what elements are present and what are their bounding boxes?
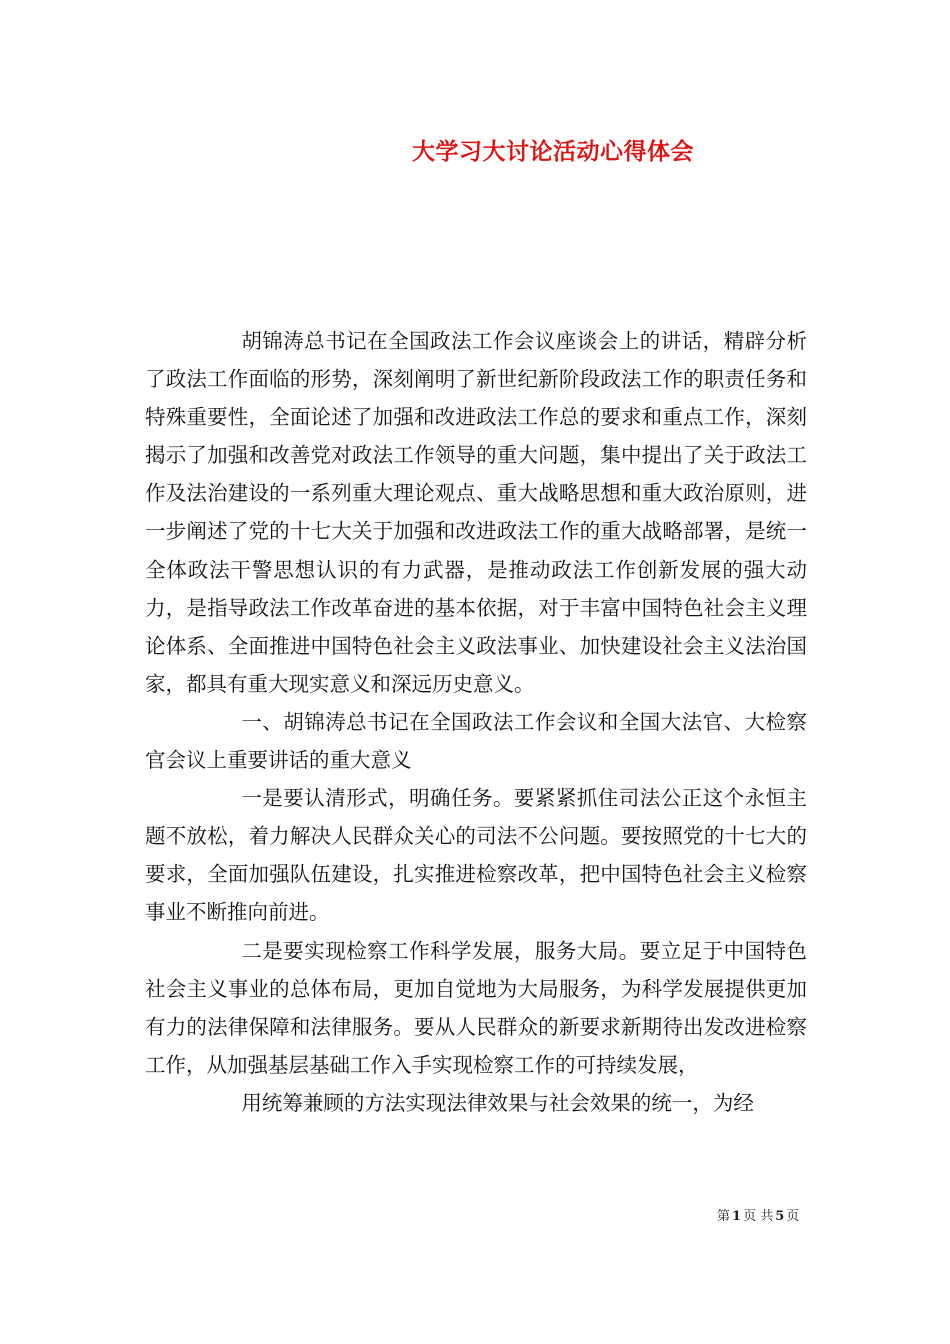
document-title: 大学习大讨论活动心得体会: [412, 138, 694, 165]
body-paragraph: 胡锦涛总书记在全国政法工作会议座谈会上的讲话，精辟分析了政法工作面临的形势，深刻阐明了新世纪新阶段政法工作的职责任务和特殊重要性，全面论述了加强和改进政法工作总的要求和重点工作，深刻揭示了加强和改善党对政法工作领导的重大问题，集中提出了关于政法工作及法治建设的一系列重大理论观点、重大战略思想和重大政治原则，进一步阐述了党的十七大关于加强和改进政法工作的重大战略部署，是统一全体政法干警思想认识的有力武器，是推动政法工作创新发展的强大动力，是指导政法工作改革奋进的基本依据，对于丰富中国特色社会主义理论体系、全面推进中国特色社会主义政法事业、加快建设社会主义法治国家，都具有重大现实意义和深远历史意义。: [145, 329, 807, 696]
section-heading: 一、胡锦涛总书记在全国政法工作会议和全国大法官、大检察官会议上重要讲话的重大意义: [145, 709, 807, 773]
footer-prefix: 第: [717, 1209, 731, 1224]
page-number-footer: [717, 1205, 799, 1224]
body-paragraph: 用统筹兼顾的方法实现法律效果与社会效果的统一，为经: [241, 1090, 754, 1115]
body-paragraph: 二是要实现检察工作科学发展，服务大局。要立足于中国特色社会主义事业的总体布局，更加自觉地为大局服务，为科学发展提供更加有力的法律保障和法律服务。要从人民群众的新要求新期待出发改进检察工作，从加强基层基础工作入手实现检察工作的可持续发展，: [145, 938, 807, 1077]
body-paragraph: 一是要认清形式，明确任务。要紧紧抓住司法公正这个永恒主题不放松，着力解决人民群众关心的司法不公问题。要按照党的十七大的要求，全面加强队伍建设，扎实推进检察改革，把中国特色社会主义检察事业不断推向前进。: [145, 786, 807, 925]
footer-middle: 页 共: [743, 1209, 774, 1224]
footer-current-page: 1: [732, 1209, 742, 1224]
footer-suffix: 页: [786, 1209, 800, 1224]
footer-total-pages: 5: [775, 1209, 785, 1224]
document-body: [145, 322, 807, 1122]
